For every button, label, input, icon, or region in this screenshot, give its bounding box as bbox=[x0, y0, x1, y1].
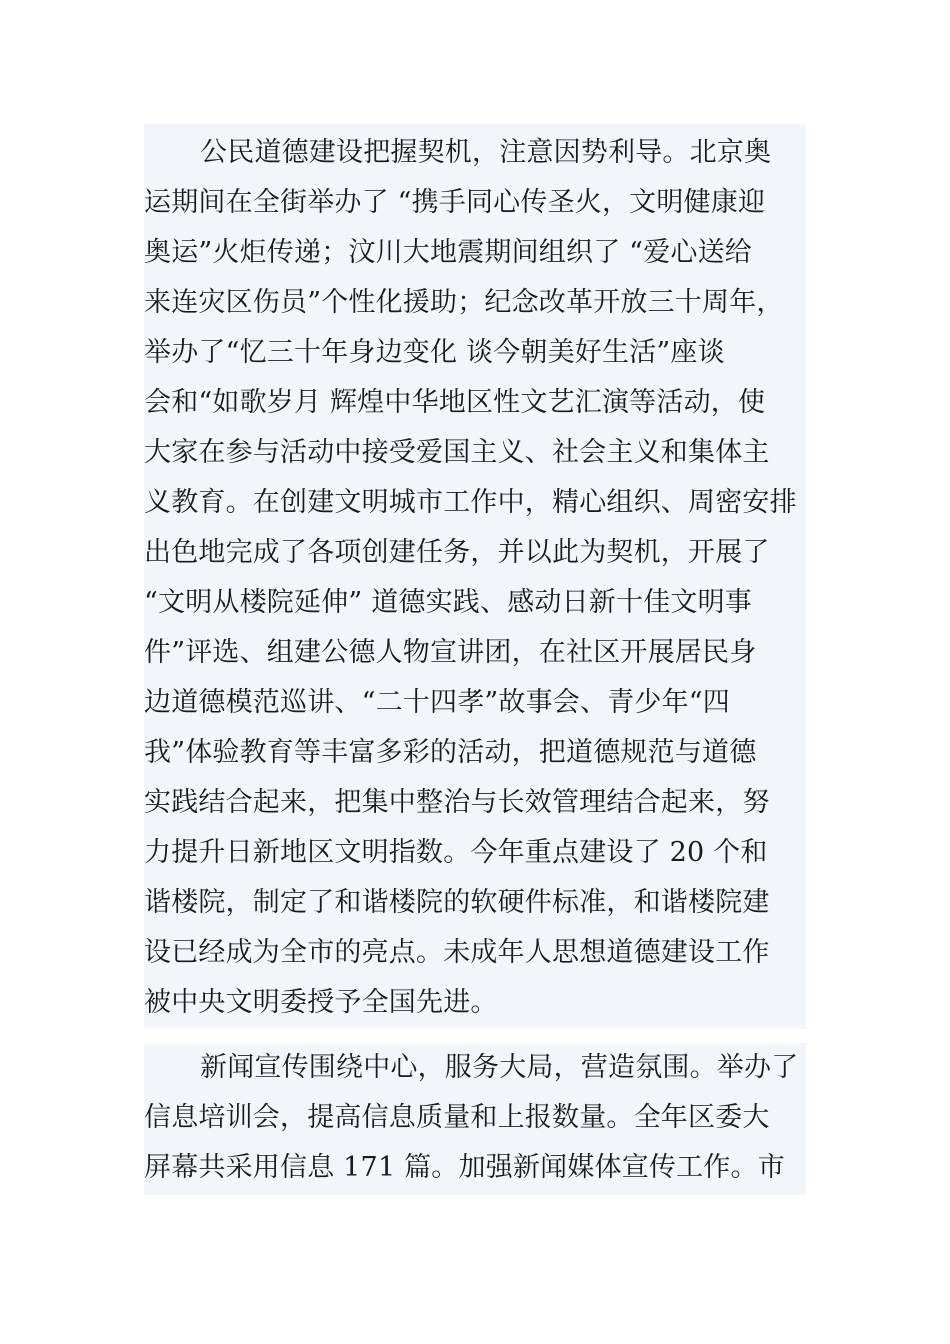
paragraph-line: 我”体验教育等丰富多彩的活动，把道德规范与道德 bbox=[144, 737, 757, 768]
paragraph-line: 件”评选、组建公德人物宣讲团，在社区开展居民身 bbox=[144, 637, 757, 668]
paragraph-line: 设已经成为全市的亮点。未成年人思想道德建设工作 bbox=[144, 937, 770, 968]
paragraph-line: 出色地完成了各项创建任务，并以此为契机，开展了 bbox=[144, 537, 770, 568]
paragraph-moral-construction bbox=[144, 124, 806, 1029]
paragraph-line: 义教育。在创建文明城市工作中，精心组织、周密安排 bbox=[144, 487, 797, 518]
paragraph-line: 会和“如歌岁月 辉煌中华地区性文艺汇演等活动，使 bbox=[144, 387, 766, 418]
paragraph-line: 屏幕共采用信息 171 篇。加强新闻媒体宣传工作。市 bbox=[144, 1152, 785, 1183]
paragraph-line: “文明从楼院延伸” 道德实践、感动日新十佳文明事 bbox=[144, 587, 752, 618]
paragraph-line: 奥运”火炬传递；汶川大地震期间组织了 “爱心送给 bbox=[144, 237, 752, 268]
paragraph-line: 新闻宣传围绕中心，服务大局，营造氛围。举办了 bbox=[200, 1052, 799, 1083]
paragraph-news-publicity bbox=[144, 1043, 806, 1195]
paragraph-line: 力提升日新地区文明指数。今年重点建设了 20 个和 bbox=[144, 837, 768, 868]
paragraph-line: 举办了“忆三十年身边变化 谈今朝美好生活”座谈 bbox=[144, 337, 725, 368]
paragraph-line: 公民道德建设把握契机，注意因势利导。北京奥 bbox=[200, 137, 772, 168]
paragraph-line: 来连灾区伤员”个性化援助；纪念改革开放三十周年， bbox=[144, 287, 784, 318]
paragraph-line: 边道德模范巡讲、“二十四孝”故事会、青少年“四 bbox=[144, 687, 731, 718]
paragraph-line: 被中央文明委授予全国先进。 bbox=[144, 987, 498, 1018]
paragraph-line: 大家在参与活动中接受爱国主义、社会主义和集体主 bbox=[144, 437, 770, 468]
paragraph-line: 实践结合起来，把集中整治与长效管理结合起来，努 bbox=[144, 787, 770, 818]
paragraph-line: 运期间在全街举办了 “携手同心传圣火，文明健康迎 bbox=[144, 187, 766, 218]
paragraph-line: 信息培训会，提高信息质量和上报数量。全年区委大 bbox=[144, 1102, 770, 1133]
paragraph-line: 谐楼院，制定了和谐楼院的软硬件标准，和谐楼院建 bbox=[144, 887, 770, 918]
